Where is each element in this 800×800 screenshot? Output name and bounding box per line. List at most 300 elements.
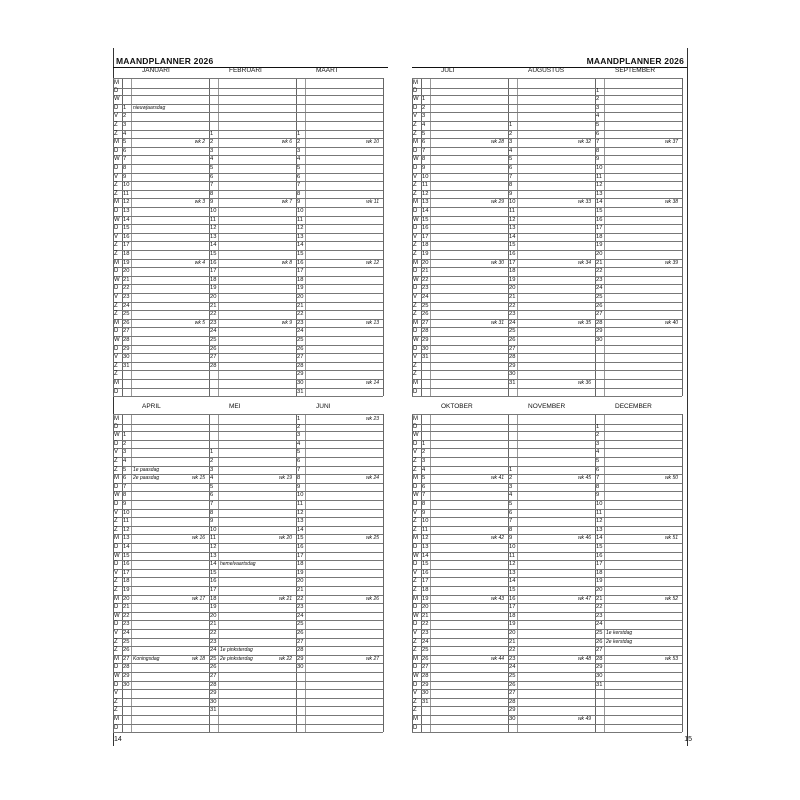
day-cell[interactable]	[421, 95, 508, 104]
day-cell[interactable]	[595, 526, 682, 535]
day-cell[interactable]	[421, 672, 508, 681]
day-cell[interactable]	[122, 552, 209, 561]
day-cell[interactable]	[122, 121, 209, 130]
day-cell[interactable]	[508, 173, 595, 182]
day-cell[interactable]	[122, 457, 209, 466]
day-cell[interactable]	[508, 104, 595, 113]
day-cell[interactable]	[296, 327, 383, 336]
day-cell[interactable]	[421, 362, 508, 371]
day-cell[interactable]	[209, 706, 296, 715]
day-cell[interactable]	[122, 638, 209, 647]
day-cell[interactable]	[421, 370, 508, 379]
day-cell[interactable]	[296, 560, 383, 569]
day-cell[interactable]	[421, 241, 508, 250]
day-cell[interactable]	[421, 104, 508, 113]
day-cell[interactable]	[296, 646, 383, 655]
day-cell[interactable]	[508, 310, 595, 319]
day-cell[interactable]	[209, 500, 296, 509]
day-cell[interactable]	[508, 250, 595, 259]
day-cell[interactable]	[296, 698, 383, 707]
day-cell[interactable]	[421, 121, 508, 130]
day-cell[interactable]	[595, 190, 682, 199]
day-cell[interactable]	[595, 672, 682, 681]
day-cell[interactable]	[508, 689, 595, 698]
day-cell[interactable]	[209, 216, 296, 225]
day-cell[interactable]	[209, 353, 296, 362]
day-cell[interactable]	[595, 423, 682, 432]
day-cell[interactable]	[595, 638, 682, 647]
day-cell[interactable]	[421, 190, 508, 199]
day-cell[interactable]	[209, 327, 296, 336]
day-cell[interactable]	[296, 353, 383, 362]
day-cell[interactable]	[209, 173, 296, 182]
day-cell[interactable]	[209, 362, 296, 371]
day-cell[interactable]	[595, 474, 682, 483]
day-cell[interactable]	[209, 336, 296, 345]
day-cell[interactable]	[421, 155, 508, 164]
day-cell[interactable]	[122, 715, 209, 724]
day-cell[interactable]	[296, 130, 383, 139]
day-cell[interactable]	[508, 517, 595, 526]
day-cell[interactable]	[122, 164, 209, 173]
day-cell[interactable]	[595, 448, 682, 457]
day-cell[interactable]	[296, 267, 383, 276]
day-cell[interactable]	[421, 319, 508, 328]
day-cell[interactable]	[595, 259, 682, 268]
day-cell[interactable]	[209, 534, 296, 543]
day-cell[interactable]	[296, 259, 383, 268]
day-cell[interactable]	[508, 491, 595, 500]
day-cell[interactable]	[508, 706, 595, 715]
day-cell[interactable]	[122, 698, 209, 707]
day-cell[interactable]	[595, 620, 682, 629]
day-cell[interactable]	[209, 164, 296, 173]
day-cell[interactable]	[122, 423, 209, 432]
day-cell[interactable]	[421, 293, 508, 302]
day-cell[interactable]	[122, 302, 209, 311]
day-cell[interactable]	[595, 560, 682, 569]
day-cell[interactable]	[209, 95, 296, 104]
day-cell[interactable]	[421, 138, 508, 147]
day-cell[interactable]	[209, 689, 296, 698]
day-cell[interactable]	[595, 181, 682, 190]
day-cell[interactable]	[508, 293, 595, 302]
day-cell[interactable]	[209, 112, 296, 121]
day-cell[interactable]	[122, 466, 209, 475]
day-cell[interactable]	[209, 552, 296, 561]
day-cell[interactable]	[595, 327, 682, 336]
day-cell[interactable]	[508, 198, 595, 207]
day-cell[interactable]	[421, 681, 508, 690]
day-cell[interactable]	[421, 130, 508, 139]
day-cell[interactable]	[296, 672, 383, 681]
day-cell[interactable]	[421, 448, 508, 457]
day-cell[interactable]	[595, 310, 682, 319]
day-cell[interactable]	[508, 121, 595, 130]
day-cell[interactable]	[122, 95, 209, 104]
day-cell[interactable]	[122, 526, 209, 535]
day-cell[interactable]	[595, 724, 682, 733]
day-cell[interactable]	[296, 302, 383, 311]
day-cell[interactable]	[122, 706, 209, 715]
day-cell[interactable]	[296, 121, 383, 130]
day-cell[interactable]	[508, 552, 595, 561]
day-cell[interactable]	[296, 155, 383, 164]
day-cell[interactable]	[421, 517, 508, 526]
day-cell[interactable]	[209, 267, 296, 276]
day-cell[interactable]	[421, 638, 508, 647]
day-cell[interactable]	[122, 655, 209, 664]
day-cell[interactable]	[508, 638, 595, 647]
day-cell[interactable]	[296, 706, 383, 715]
day-cell[interactable]	[296, 569, 383, 578]
day-cell[interactable]	[595, 681, 682, 690]
day-cell[interactable]	[508, 586, 595, 595]
day-cell[interactable]	[508, 474, 595, 483]
day-cell[interactable]	[595, 569, 682, 578]
day-cell[interactable]	[209, 603, 296, 612]
day-cell[interactable]	[421, 466, 508, 475]
day-cell[interactable]	[508, 569, 595, 578]
day-cell[interactable]	[122, 569, 209, 578]
day-cell[interactable]	[296, 543, 383, 552]
day-cell[interactable]	[296, 474, 383, 483]
day-cell[interactable]	[122, 379, 209, 388]
day-cell[interactable]	[595, 577, 682, 586]
day-cell[interactable]	[595, 491, 682, 500]
day-cell[interactable]	[421, 276, 508, 285]
day-cell[interactable]	[296, 663, 383, 672]
day-cell[interactable]	[595, 388, 682, 397]
day-cell[interactable]	[421, 603, 508, 612]
day-cell[interactable]	[296, 190, 383, 199]
day-cell[interactable]	[508, 370, 595, 379]
day-cell[interactable]	[209, 155, 296, 164]
day-cell[interactable]	[508, 95, 595, 104]
day-cell[interactable]	[508, 672, 595, 681]
day-cell[interactable]	[595, 87, 682, 96]
day-cell[interactable]	[421, 216, 508, 225]
day-cell[interactable]	[595, 216, 682, 225]
day-cell[interactable]	[508, 216, 595, 225]
day-cell[interactable]	[122, 345, 209, 354]
day-cell[interactable]	[421, 431, 508, 440]
day-cell[interactable]	[508, 423, 595, 432]
day-cell[interactable]	[421, 483, 508, 492]
day-cell[interactable]	[209, 646, 296, 655]
day-cell[interactable]	[421, 698, 508, 707]
day-cell[interactable]	[209, 638, 296, 647]
day-cell[interactable]	[296, 500, 383, 509]
day-cell[interactable]	[508, 138, 595, 147]
day-cell[interactable]	[595, 267, 682, 276]
day-cell[interactable]	[595, 663, 682, 672]
day-cell[interactable]	[508, 302, 595, 311]
day-cell[interactable]	[209, 457, 296, 466]
day-cell[interactable]	[508, 577, 595, 586]
day-cell[interactable]	[209, 491, 296, 500]
day-cell[interactable]	[595, 95, 682, 104]
day-cell[interactable]	[209, 474, 296, 483]
day-cell[interactable]	[122, 543, 209, 552]
day-cell[interactable]	[209, 138, 296, 147]
day-cell[interactable]	[421, 474, 508, 483]
day-cell[interactable]	[209, 379, 296, 388]
day-cell[interactable]	[209, 207, 296, 216]
day-cell[interactable]	[595, 603, 682, 612]
day-cell[interactable]	[421, 423, 508, 432]
day-cell[interactable]	[296, 147, 383, 156]
day-cell[interactable]	[421, 629, 508, 638]
day-cell[interactable]	[122, 284, 209, 293]
day-cell[interactable]	[421, 87, 508, 96]
day-cell[interactable]	[508, 448, 595, 457]
day-cell[interactable]	[209, 293, 296, 302]
day-cell[interactable]	[122, 104, 209, 113]
day-cell[interactable]	[122, 224, 209, 233]
day-cell[interactable]	[508, 267, 595, 276]
day-cell[interactable]	[296, 526, 383, 535]
day-cell[interactable]	[296, 638, 383, 647]
day-cell[interactable]	[595, 250, 682, 259]
day-cell[interactable]	[508, 241, 595, 250]
day-cell[interactable]	[508, 233, 595, 242]
day-cell[interactable]	[122, 112, 209, 121]
day-cell[interactable]	[209, 448, 296, 457]
day-cell[interactable]	[296, 216, 383, 225]
day-cell[interactable]	[421, 440, 508, 449]
day-cell[interactable]	[296, 138, 383, 147]
day-cell[interactable]	[122, 681, 209, 690]
day-cell[interactable]	[595, 112, 682, 121]
day-cell[interactable]	[122, 181, 209, 190]
day-cell[interactable]	[595, 706, 682, 715]
day-cell[interactable]	[296, 534, 383, 543]
day-cell[interactable]	[296, 173, 383, 182]
day-cell[interactable]	[296, 233, 383, 242]
day-cell[interactable]	[122, 500, 209, 509]
day-cell[interactable]	[296, 629, 383, 638]
day-cell[interactable]	[508, 603, 595, 612]
day-cell[interactable]	[421, 655, 508, 664]
day-cell[interactable]	[296, 440, 383, 449]
day-cell[interactable]	[421, 250, 508, 259]
day-cell[interactable]	[296, 336, 383, 345]
day-cell[interactable]	[595, 164, 682, 173]
day-cell[interactable]	[595, 698, 682, 707]
day-cell[interactable]	[595, 302, 682, 311]
day-cell[interactable]	[209, 423, 296, 432]
day-cell[interactable]	[421, 379, 508, 388]
day-cell[interactable]	[421, 233, 508, 242]
day-cell[interactable]	[421, 491, 508, 500]
day-cell[interactable]	[421, 612, 508, 621]
day-cell[interactable]	[122, 577, 209, 586]
day-cell[interactable]	[209, 663, 296, 672]
day-cell[interactable]	[508, 155, 595, 164]
day-cell[interactable]	[209, 224, 296, 233]
day-cell[interactable]	[209, 526, 296, 535]
day-cell[interactable]	[508, 224, 595, 233]
day-cell[interactable]	[209, 319, 296, 328]
day-cell[interactable]	[421, 112, 508, 121]
day-cell[interactable]	[296, 87, 383, 96]
day-cell[interactable]	[296, 724, 383, 733]
day-cell[interactable]	[508, 620, 595, 629]
day-cell[interactable]	[209, 87, 296, 96]
day-cell[interactable]	[296, 509, 383, 518]
day-cell[interactable]	[508, 276, 595, 285]
day-cell[interactable]	[508, 112, 595, 121]
day-cell[interactable]	[421, 543, 508, 552]
day-cell[interactable]	[122, 327, 209, 336]
day-cell[interactable]	[595, 500, 682, 509]
day-cell[interactable]	[508, 724, 595, 733]
day-cell[interactable]	[508, 87, 595, 96]
day-cell[interactable]	[122, 629, 209, 638]
day-cell[interactable]	[595, 612, 682, 621]
day-cell[interactable]	[421, 198, 508, 207]
day-cell[interactable]	[296, 655, 383, 664]
day-cell[interactable]	[122, 241, 209, 250]
day-cell[interactable]	[421, 147, 508, 156]
day-cell[interactable]	[209, 181, 296, 190]
day-cell[interactable]	[209, 698, 296, 707]
day-cell[interactable]	[508, 466, 595, 475]
day-cell[interactable]	[595, 224, 682, 233]
day-cell[interactable]	[122, 190, 209, 199]
day-cell[interactable]	[595, 276, 682, 285]
day-cell[interactable]	[595, 509, 682, 518]
day-cell[interactable]	[209, 629, 296, 638]
day-cell[interactable]	[122, 310, 209, 319]
day-cell[interactable]	[122, 612, 209, 621]
day-cell[interactable]	[296, 552, 383, 561]
day-cell[interactable]	[209, 724, 296, 733]
day-cell[interactable]	[508, 319, 595, 328]
day-cell[interactable]	[122, 370, 209, 379]
day-cell[interactable]	[296, 224, 383, 233]
day-cell[interactable]	[122, 130, 209, 139]
day-cell[interactable]	[209, 130, 296, 139]
day-cell[interactable]	[595, 370, 682, 379]
day-cell[interactable]	[421, 500, 508, 509]
day-cell[interactable]	[421, 663, 508, 672]
day-cell[interactable]	[122, 724, 209, 733]
day-cell[interactable]	[595, 483, 682, 492]
day-cell[interactable]	[296, 603, 383, 612]
day-cell[interactable]	[209, 276, 296, 285]
day-cell[interactable]	[296, 491, 383, 500]
day-cell[interactable]	[595, 457, 682, 466]
day-cell[interactable]	[508, 207, 595, 216]
day-cell[interactable]	[122, 431, 209, 440]
day-cell[interactable]	[209, 586, 296, 595]
day-cell[interactable]	[508, 130, 595, 139]
day-cell[interactable]	[508, 612, 595, 621]
day-cell[interactable]	[421, 345, 508, 354]
day-cell[interactable]	[122, 474, 209, 483]
day-cell[interactable]	[296, 362, 383, 371]
day-cell[interactable]	[209, 190, 296, 199]
day-cell[interactable]	[421, 526, 508, 535]
day-cell[interactable]	[122, 147, 209, 156]
day-cell[interactable]	[209, 715, 296, 724]
day-cell[interactable]	[209, 345, 296, 354]
day-cell[interactable]	[296, 620, 383, 629]
day-cell[interactable]	[595, 517, 682, 526]
day-cell[interactable]	[209, 198, 296, 207]
day-cell[interactable]	[122, 155, 209, 164]
day-cell[interactable]	[595, 552, 682, 561]
day-cell[interactable]	[421, 302, 508, 311]
day-cell[interactable]	[296, 457, 383, 466]
day-cell[interactable]	[595, 629, 682, 638]
day-cell[interactable]	[209, 517, 296, 526]
day-cell[interactable]	[421, 207, 508, 216]
day-cell[interactable]	[508, 457, 595, 466]
day-cell[interactable]	[122, 663, 209, 672]
day-cell[interactable]	[421, 569, 508, 578]
day-cell[interactable]	[296, 595, 383, 604]
day-cell[interactable]	[595, 345, 682, 354]
day-cell[interactable]	[595, 379, 682, 388]
day-cell[interactable]	[296, 612, 383, 621]
day-cell[interactable]	[209, 440, 296, 449]
day-cell[interactable]	[209, 577, 296, 586]
day-cell[interactable]	[296, 319, 383, 328]
day-cell[interactable]	[421, 388, 508, 397]
day-cell[interactable]	[595, 362, 682, 371]
day-cell[interactable]	[595, 284, 682, 293]
day-cell[interactable]	[296, 112, 383, 121]
day-cell[interactable]	[122, 233, 209, 242]
day-cell[interactable]	[296, 293, 383, 302]
day-cell[interactable]	[508, 500, 595, 509]
day-cell[interactable]	[122, 620, 209, 629]
day-cell[interactable]	[209, 250, 296, 259]
day-cell[interactable]	[209, 620, 296, 629]
day-cell[interactable]	[296, 370, 383, 379]
day-cell[interactable]	[595, 655, 682, 664]
day-cell[interactable]	[209, 483, 296, 492]
day-cell[interactable]	[508, 345, 595, 354]
day-cell[interactable]	[122, 293, 209, 302]
day-cell[interactable]	[508, 259, 595, 268]
day-cell[interactable]	[122, 138, 209, 147]
day-cell[interactable]	[122, 173, 209, 182]
day-cell[interactable]	[421, 173, 508, 182]
day-cell[interactable]	[508, 336, 595, 345]
day-cell[interactable]	[122, 198, 209, 207]
day-cell[interactable]	[209, 388, 296, 397]
day-cell[interactable]	[209, 655, 296, 664]
day-cell[interactable]	[209, 612, 296, 621]
day-cell[interactable]	[209, 543, 296, 552]
day-cell[interactable]	[122, 689, 209, 698]
day-cell[interactable]	[421, 353, 508, 362]
day-cell[interactable]	[595, 319, 682, 328]
day-cell[interactable]	[296, 448, 383, 457]
day-cell[interactable]	[122, 517, 209, 526]
day-cell[interactable]	[209, 431, 296, 440]
day-cell[interactable]	[595, 130, 682, 139]
day-cell[interactable]	[296, 431, 383, 440]
day-cell[interactable]	[209, 147, 296, 156]
day-cell[interactable]	[508, 431, 595, 440]
day-cell[interactable]	[122, 509, 209, 518]
day-cell[interactable]	[296, 388, 383, 397]
